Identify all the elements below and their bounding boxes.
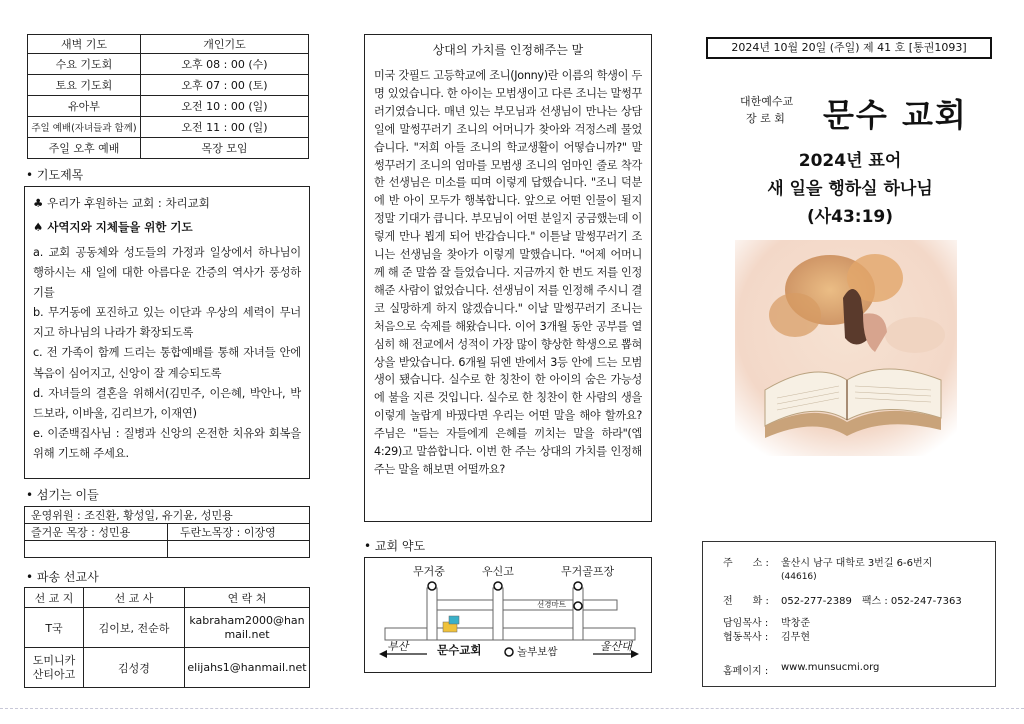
schedule-name: 수요 기도회 xyxy=(28,54,141,75)
issue-date-box: 2024년 10월 20일 (주일) 제 41 호 [통권1093] xyxy=(706,37,992,59)
landmark-dot xyxy=(428,582,436,590)
schedule-header-1: 새벽 기도 xyxy=(28,35,141,54)
prayer-item: d. 자녀들의 결혼을 위해서(김민주, 이은혜, 박안나, 박드보라, 이바울, 김리브가, 이재연) xyxy=(33,386,301,420)
address-label: 주 소 : xyxy=(723,558,769,569)
servants-line1: 운영위원 : 조진환, 황성일, 유기윤, 성민용 xyxy=(25,507,310,524)
landmark-dot xyxy=(574,582,582,590)
schedule-table xyxy=(27,34,309,159)
church-name: 문수 교회 xyxy=(823,96,968,134)
prayer-item: b. 무거동에 포진하고 있는 이단과 우상의 세력이 무너지고 하나님의 나라가 확장되도록 xyxy=(33,306,301,340)
servants-line2b: 두란노목장 : 이장영 xyxy=(168,524,310,541)
map-road xyxy=(385,628,635,640)
landmark-dot xyxy=(494,582,502,590)
missionary-header: 선 교 사 xyxy=(84,588,185,608)
zip-code: (44616) xyxy=(781,572,817,582)
prayer-item: e. 이준백집사님 : 질병과 신앙의 온전한 치유와 회복을 위해 기도해 주세요. xyxy=(33,426,301,460)
associate-label: 협동목사 : xyxy=(723,632,769,643)
prayer-heading: • 기도제목 xyxy=(26,166,83,183)
map-road xyxy=(427,588,437,640)
schedule-name: 유아부 xyxy=(28,96,141,117)
map-label-top1: 무거중 xyxy=(413,565,445,578)
story-box xyxy=(364,34,652,522)
schedule-time: 오전 10 : 00 (일) xyxy=(141,96,309,117)
church-icon xyxy=(443,616,459,632)
story-title: 상대의 가치를 인정해주는 말 xyxy=(432,43,584,57)
missionary-field: 도미니카 산티아고 xyxy=(25,648,84,688)
support-church: ♣ 우리가 후원하는 교회 : 차리교회 xyxy=(33,196,210,210)
year-title: 2024년 표어 xyxy=(798,151,902,171)
missionary-email: elijahs1@hanmail.net xyxy=(185,648,310,688)
landmark-dot xyxy=(505,648,513,656)
map-heading: • 교회 약도 xyxy=(364,537,425,554)
contact-box xyxy=(702,541,996,687)
map-label-top2: 우신고 xyxy=(482,565,514,578)
missionary-header: 선 교 지 xyxy=(25,588,84,608)
servants-heading: • 섬기는 이들 xyxy=(26,486,99,503)
map-road xyxy=(573,588,583,640)
schedule-time: 오후 07 : 00 (토) xyxy=(141,75,309,96)
servants-empty xyxy=(168,541,310,558)
prayer-item: a. 교회 공동체와 성도들의 가정과 일상에서 하나님이 행하시는 새 일에 대한 아름다운 간증의 역사가 풍성하기를 xyxy=(33,246,301,300)
homepage-label: 홈페이지 : xyxy=(723,666,769,677)
map-label-bank: 놀부보쌈 xyxy=(517,646,558,658)
pastor-name: 박창준 xyxy=(781,618,810,629)
story-body: 미국 갓필드 고등학교에 조니(Jonny)란 이름의 학생이 두 명 있었습니다. 한 아이는 모범생이고 다른 조니는 말썽꾸러기였습니다. 매년 있는 부모님과 선생님이 만나는 상담 일에 말썽꾸러기 조니의 어머니가 찾아와 걱정스레 물었습니다. "저희 아들 조니의 학교생활이 어떻습니까?" 말썽꾸러기 조니의 엄마를 모범생 조니의 엄마인 줄로 착각한 선생님은 미소를 띠며 이렇게 답했습니다. "조니 덕분에 반 아이 모두가 행복합니다. 앞으로 어떤 인물이 될지 정말 기대가 큽니다. 부모님이 어떤 분일지 궁금했는데 이렇게 만나 뵙게 되어 반갑습니다." 이튿날 말썽꾸러기 조니는 선생님을 찾아가 이렇게 말했습니다. "어제 어머니께 해 준 말씀 잘 들었습니다. 지금까지 한 번도 저를 인정해준 사람이 없었습니다. 선생님이 저를 인정해 주시니 결코 실망하게 하지 않겠습니다." 이날 말썽꾸러기 조니는 처음으로 숙제를 해왔습니다. 이어 3개월 동안 공부를 열심히 해 전교에서 성적이 가장 많이 향상한 학생으로 뽑혀 상을 받았습니다. 6개월 뒤엔 반에서 3등 안에 드는 모범생이 됐습니다. 실수로 한 칭찬이 한 아이의 숨은 가능성에 불을 지른 것입니다. 실수로 한 칭찬이 한 사람의 생을 이렇게 놀랍게 바꿨다면 우리는 어떤 말을 해야 할까요? 주님은 "듣는 자들에게 은혜를 끼치는 말을 하라"(엡 4:29)고 말씀합니다. 이번 한 주는 상대의 가치를 인정해주는 말을 해보면 어떨까요? xyxy=(374,69,642,476)
missionary-name: 김성경 xyxy=(84,648,185,688)
schedule-time: 오전 11 : 00 (일) xyxy=(141,117,309,138)
schedule-name: 주일 예배(자녀들과 함께) xyxy=(28,117,141,138)
map-road xyxy=(427,600,617,610)
missionary-field: T국 xyxy=(25,608,84,648)
servants-line2a: 즐거운 목장 : 성민용 xyxy=(25,524,168,541)
denomination-line2: 장 로 회 xyxy=(746,112,785,125)
missionary-heading: • 파송 선교사 xyxy=(26,568,99,585)
cover-photo xyxy=(735,240,957,456)
servants-table xyxy=(24,506,310,558)
map-road xyxy=(493,588,503,640)
prayer-box xyxy=(24,186,310,479)
map-label-mart: 선경마트 xyxy=(537,600,566,609)
missionary-email: kabraham2000@hanmail.net xyxy=(185,608,310,648)
phone-label: 전 화 : xyxy=(723,596,769,607)
schedule-header-2: 개인기도 xyxy=(141,35,309,54)
homepage-url: www.munsucmi.org xyxy=(781,662,880,673)
schedule-time: 목장 모임 xyxy=(141,138,309,159)
servants-empty xyxy=(25,541,168,558)
scan-edge xyxy=(0,708,1024,710)
missionary-header: 연 락 처 xyxy=(185,588,310,608)
map-label-left: 부산 xyxy=(387,640,409,653)
pastor-label: 담임목사 : xyxy=(723,618,769,629)
schedule-name: 토요 기도회 xyxy=(28,75,141,96)
motto: 새 일을 행하실 하나님 xyxy=(767,179,933,199)
prayer-item: c. 전 가족이 함께 드리는 통합예배를 통해 자녀들 안에 복음이 심어지고, 신앙이 잘 계승되도록 xyxy=(33,346,301,380)
motto-verse: (사43:19) xyxy=(806,207,894,227)
phone: 052-277-2389 팩스 : 052-247-7363 xyxy=(781,596,962,607)
prayer-subheading: ♠ 사역지와 지체들을 위한 기도 xyxy=(33,220,193,234)
bible-illustration xyxy=(735,240,957,456)
map-label-top3: 무거골프장 xyxy=(561,565,615,578)
map-box xyxy=(364,557,652,673)
denomination-line1: 대한예수교 xyxy=(740,95,794,108)
schedule-name: 주일 오후 예배 xyxy=(28,138,141,159)
schedule-time: 오후 08 : 00 (수) xyxy=(141,54,309,75)
associate-name: 김무현 xyxy=(781,632,810,643)
map-label-church: 문수교회 xyxy=(437,643,482,657)
map-label-right: 울산대 xyxy=(600,640,632,653)
landmark-dot xyxy=(574,602,582,610)
address: 울산시 남구 대학로 3번길 6-6번지 xyxy=(781,558,933,569)
missionary-table xyxy=(24,587,310,688)
missionary-name: 김이보, 전순하 xyxy=(84,608,185,648)
